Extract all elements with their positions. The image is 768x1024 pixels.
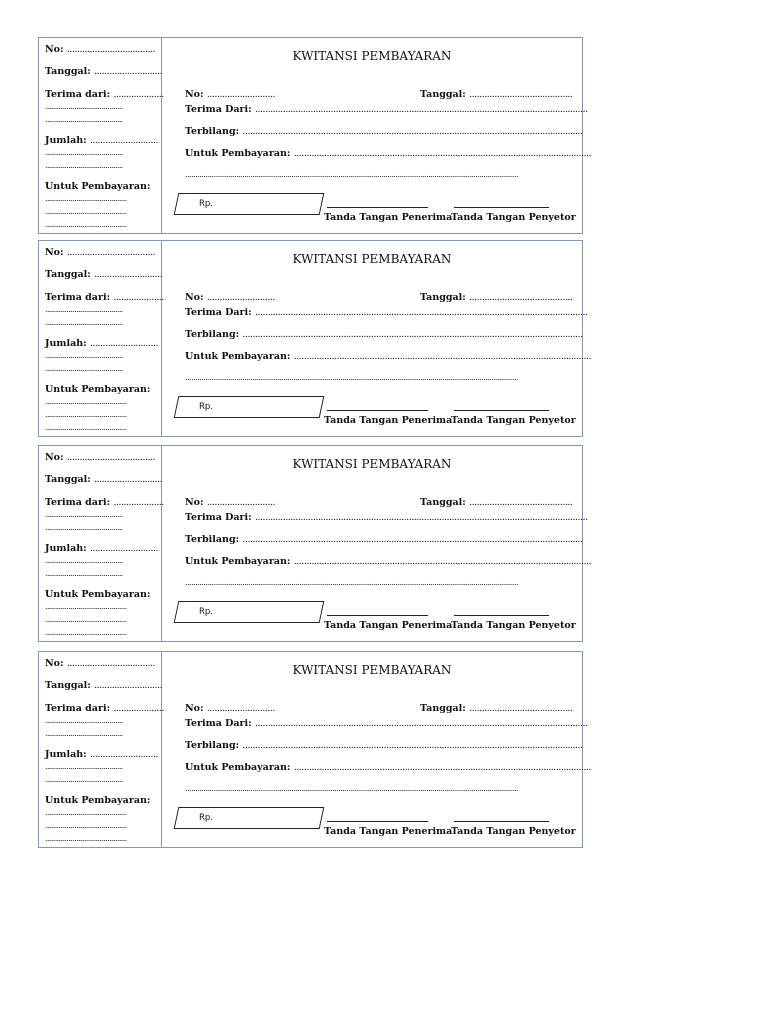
stub-untuk-line-1: .......................................... (45, 809, 127, 817)
main-terima-dots: .................................................................................................................................... (254, 512, 588, 523)
main-terbilang-dots: ....................................................................................................................................... (242, 329, 583, 340)
stub-terima-line-2: ........................................ (45, 116, 123, 124)
amount-box (174, 807, 325, 829)
stub-untuk-label: Untuk Pembayaran: (45, 181, 151, 192)
stub-jumlah-field (45, 135, 158, 146)
stub-tanggal-label: Tanggal: (45, 269, 91, 280)
main-no-field (185, 292, 275, 303)
main-no-dots: ........................... (206, 292, 275, 303)
stub-jumlah-line-2: ........................................ (45, 365, 123, 373)
main-tanggal-dots: ......................................... (469, 497, 573, 508)
main-terima-dots: .................................................................................................................................... (254, 307, 588, 318)
main-terbilang-label: Terbilang: (185, 329, 240, 340)
main-terima-dots: .................................................................................................................................... (254, 104, 588, 115)
stub-jumlah-label: Jumlah: (45, 338, 87, 349)
main-untuk-dots: ...................................................................................................................... (293, 762, 592, 773)
receipt-stub (39, 446, 162, 641)
main-untuk-label: Untuk Pembayaran: (185, 762, 291, 773)
stub-untuk-line-2: .......................................... (45, 822, 127, 830)
stub-no-label: No: (45, 44, 64, 55)
stub-tanggal-dots: ........................... (94, 474, 163, 485)
stub-jumlah-dots: ........................... (89, 749, 158, 760)
stub-jumlah-label: Jumlah: (45, 543, 87, 554)
main-tanggal-field (420, 292, 572, 303)
main-extra-line: ................................................................................................................................................................... (185, 578, 519, 587)
stub-tanggal-dots: ........................... (94, 269, 163, 280)
signature-label-penyetor: Tanda Tangan Penyetor (451, 620, 576, 631)
amount-box (174, 193, 325, 215)
stub-tanggal-field (45, 269, 162, 280)
main-terima-dots: .................................................................................................................................... (254, 718, 588, 729)
stub-jumlah-line-1: ........................................ (45, 352, 123, 360)
stub-tanggal-label: Tanggal: (45, 680, 91, 691)
receipt-stub (39, 241, 162, 436)
stub-terima-dots: .................... (113, 497, 164, 508)
stub-untuk-label: Untuk Pembayaran: (45, 384, 151, 395)
signature-label-penyetor: Tanda Tangan Penyetor (451, 212, 576, 223)
stub-untuk-line-1: .......................................... (45, 195, 127, 203)
main-tanggal-field (420, 497, 572, 508)
main-extra-line: ................................................................................................................................................................... (185, 170, 519, 179)
main-no-label: No: (185, 497, 204, 508)
signature-label-penerima: Tanda Tangan Penerima (324, 826, 453, 837)
stub-tanggal-field (45, 680, 162, 691)
stub-terima-field (45, 292, 164, 303)
signature-line-penyetor (454, 821, 549, 822)
receipt-title: KWITANSI PEMBAYARAN (292, 457, 452, 471)
main-tanggal-label: Tanggal: (420, 292, 466, 303)
main-terbilang-label: Terbilang: (185, 740, 240, 751)
main-tanggal-label: Tanggal: (420, 703, 466, 714)
stub-jumlah-label: Jumlah: (45, 135, 87, 146)
main-terbilang-field (185, 534, 583, 545)
main-terbilang-dots: ....................................................................................................................................... (242, 740, 583, 751)
stub-jumlah-line-1: ........................................ (45, 763, 123, 771)
main-untuk-label: Untuk Pembayaran: (185, 148, 291, 159)
receipt-main (162, 446, 592, 641)
stub-no-label: No: (45, 247, 64, 258)
main-tanggal-label: Tanggal: (420, 89, 466, 100)
receipt-1 (38, 37, 592, 234)
main-terbilang-dots: ....................................................................................................................................... (242, 534, 583, 545)
main-untuk-dots: ...................................................................................................................... (293, 556, 592, 567)
stub-no-dots: ................................... (66, 44, 156, 55)
main-terima-field (185, 104, 588, 115)
main-terbilang-dots: ....................................................................................................................................... (242, 126, 583, 137)
main-no-label: No: (185, 89, 204, 100)
main-terima-label: Terima Dari: (185, 307, 252, 318)
main-tanggal-dots: ......................................... (469, 89, 573, 100)
main-no-dots: ........................... (206, 497, 275, 508)
receipt-4 (38, 651, 592, 848)
main-terbilang-label: Terbilang: (185, 126, 240, 137)
stub-jumlah-field (45, 338, 158, 349)
stub-untuk-line-1: .......................................... (45, 603, 127, 611)
signature-line-penerima (327, 615, 428, 616)
stub-jumlah-line-2: ........................................ (45, 162, 123, 170)
main-tanggal-field (420, 703, 572, 714)
receipt-title: KWITANSI PEMBAYARAN (292, 252, 452, 266)
main-tanggal-dots: ......................................... (469, 292, 573, 303)
signature-label-penerima: Tanda Tangan Penerima (324, 415, 453, 426)
main-tanggal-label: Tanggal: (420, 497, 466, 508)
signature-line-penerima (327, 207, 428, 208)
stub-terima-field (45, 497, 164, 508)
stub-terima-line-2: ........................................ (45, 524, 123, 532)
main-untuk-label: Untuk Pembayaran: (185, 351, 291, 362)
main-tanggal-field (420, 89, 572, 100)
main-untuk-field (185, 148, 591, 159)
signature-line-penyetor (454, 615, 549, 616)
main-no-label: No: (185, 292, 204, 303)
main-untuk-field (185, 556, 591, 567)
stub-terima-label: Terima dari: (45, 89, 111, 100)
main-terima-label: Terima Dari: (185, 104, 252, 115)
stub-terima-label: Terima dari: (45, 292, 111, 303)
stub-terima-line-1: ........................................ (45, 306, 123, 314)
stub-terima-line-1: ........................................ (45, 511, 123, 519)
stub-jumlah-dots: ........................... (89, 543, 158, 554)
stub-no-label: No: (45, 658, 64, 669)
main-untuk-field (185, 351, 591, 362)
signature-label-penyetor: Tanda Tangan Penyetor (451, 826, 576, 837)
receipt-main (162, 652, 592, 847)
stub-jumlah-label: Jumlah: (45, 749, 87, 760)
stub-tanggal-field (45, 474, 162, 485)
main-untuk-field (185, 762, 591, 773)
stub-untuk-line-3: .......................................... (45, 629, 127, 637)
stub-untuk-line-1: .......................................... (45, 398, 127, 406)
main-terima-field (185, 512, 588, 523)
stub-no-dots: ................................... (66, 247, 156, 258)
signature-label-penerima: Tanda Tangan Penerima (324, 620, 453, 631)
amount-label: Rp. (199, 607, 214, 617)
main-terima-label: Terima Dari: (185, 718, 252, 729)
stub-jumlah-line-2: ........................................ (45, 776, 123, 784)
stub-no-field (45, 452, 155, 463)
stub-jumlah-line-1: ........................................ (45, 557, 123, 565)
amount-box (174, 601, 325, 623)
main-untuk-dots: ...................................................................................................................... (293, 351, 592, 362)
stub-jumlah-field (45, 749, 158, 760)
stub-tanggal-dots: ........................... (94, 66, 163, 77)
main-terbilang-field (185, 740, 583, 751)
main-terbilang-field (185, 329, 583, 340)
main-no-field (185, 497, 275, 508)
stub-untuk-line-2: .......................................... (45, 616, 127, 624)
stub-terima-label: Terima dari: (45, 497, 111, 508)
stub-terima-dots: .................... (113, 89, 164, 100)
main-no-dots: ........................... (206, 89, 275, 100)
signature-line-penyetor (454, 410, 549, 411)
main-untuk-dots: ...................................................................................................................... (293, 148, 592, 159)
amount-box (174, 396, 325, 418)
stub-no-field (45, 44, 155, 55)
main-terbilang-label: Terbilang: (185, 534, 240, 545)
main-extra-line: ................................................................................................................................................................... (185, 784, 519, 793)
main-tanggal-dots: ......................................... (469, 703, 573, 714)
stub-terima-line-2: ........................................ (45, 319, 123, 327)
stub-terima-label: Terima dari: (45, 703, 111, 714)
receipt-main (162, 241, 592, 436)
stub-untuk-line-3: .......................................... (45, 424, 127, 432)
signature-label-penerima: Tanda Tangan Penerima (324, 212, 453, 223)
main-no-field (185, 703, 275, 714)
signature-label-penyetor: Tanda Tangan Penyetor (451, 415, 576, 426)
stub-jumlah-dots: ........................... (89, 135, 158, 146)
receipt-title: KWITANSI PEMBAYARAN (292, 663, 452, 677)
stub-untuk-label: Untuk Pembayaran: (45, 795, 151, 806)
stub-tanggal-label: Tanggal: (45, 474, 91, 485)
stub-terima-line-1: ........................................ (45, 717, 123, 725)
stub-no-field (45, 658, 155, 669)
stub-tanggal-field (45, 66, 162, 77)
stub-jumlah-line-1: ........................................ (45, 149, 123, 157)
stub-terima-field (45, 703, 164, 714)
stub-no-dots: ................................... (66, 452, 156, 463)
receipt-title: KWITANSI PEMBAYARAN (292, 49, 452, 63)
stub-untuk-line-2: .......................................... (45, 411, 127, 419)
stub-no-dots: ................................... (66, 658, 156, 669)
receipt-stub (39, 652, 162, 847)
amount-label: Rp. (199, 402, 214, 412)
stub-terima-line-1: ........................................ (45, 103, 123, 111)
main-terima-label: Terima Dari: (185, 512, 252, 523)
stub-terima-dots: .................... (113, 703, 164, 714)
amount-label: Rp. (199, 813, 214, 823)
stub-terima-field (45, 89, 164, 100)
signature-line-penerima (327, 821, 428, 822)
main-no-field (185, 89, 275, 100)
stub-no-field (45, 247, 155, 258)
signature-line-penerima (327, 410, 428, 411)
stub-untuk-line-2: .......................................... (45, 208, 127, 216)
stub-untuk-line-3: .......................................... (45, 221, 127, 229)
main-terbilang-field (185, 126, 583, 137)
signature-line-penyetor (454, 207, 549, 208)
receipt-main (162, 38, 592, 233)
main-terima-field (185, 718, 588, 729)
main-no-dots: ........................... (206, 703, 275, 714)
stub-jumlah-dots: ........................... (89, 338, 158, 349)
stub-jumlah-field (45, 543, 158, 554)
receipt-2 (38, 240, 592, 437)
main-no-label: No: (185, 703, 204, 714)
main-extra-line: ................................................................................................................................................................... (185, 373, 519, 382)
main-untuk-label: Untuk Pembayaran: (185, 556, 291, 567)
stub-terima-line-2: ........................................ (45, 730, 123, 738)
receipt-stub (39, 38, 162, 233)
receipt-3 (38, 445, 592, 642)
amount-label: Rp. (199, 199, 214, 209)
stub-no-label: No: (45, 452, 64, 463)
stub-untuk-line-3: .......................................... (45, 835, 127, 843)
stub-tanggal-dots: ........................... (94, 680, 163, 691)
stub-terima-dots: .................... (113, 292, 164, 303)
main-terima-field (185, 307, 588, 318)
stub-tanggal-label: Tanggal: (45, 66, 91, 77)
stub-jumlah-line-2: ........................................ (45, 570, 123, 578)
stub-untuk-label: Untuk Pembayaran: (45, 589, 151, 600)
